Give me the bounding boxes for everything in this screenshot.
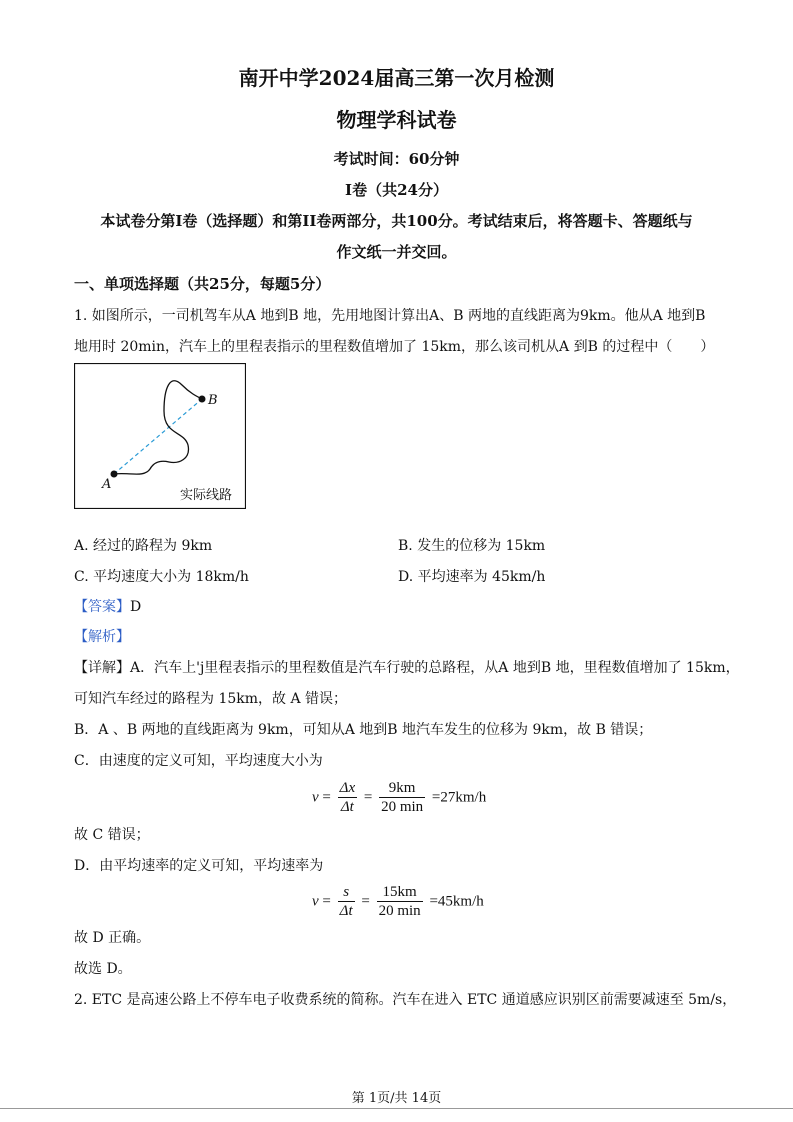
question1-line2: 地用时 20min，汽车上的里程表指示的里程数值增加了 15km，那么该司机从A 到B 的过程中（ ） — [74, 339, 715, 355]
option-a: A. 经过的路程为 9km — [74, 538, 213, 554]
answer-value: D — [130, 599, 142, 615]
formula1-frac1-den: Δt — [340, 799, 354, 815]
formula2-frac2-num: 15km — [377, 884, 423, 902]
formula2-frac1-num: s — [338, 884, 355, 902]
point-b — [199, 396, 206, 403]
question1-line1: 1. 如图所示，一司机驾车从A 地到B 地，先用地图计算出A、B 两地的直线距离为9km。他从A 地到B — [74, 308, 706, 324]
exam-time: 考试时间：60分钟 — [333, 150, 460, 168]
option-b: B. 发生的位移为 15km — [398, 538, 546, 554]
answer-tag: 【答案】 — [74, 599, 130, 615]
formula1-frac2-den: 20 min — [381, 799, 424, 815]
formula1-frac1-num: Δx — [339, 780, 356, 796]
detail-b: B．A 、B 两地的直线距离为 9km，可知从A 地到B 地汽车发生的位移为 9km，故 B 错误； — [74, 722, 653, 738]
instructions-line1: 本试卷分第I卷（选择题）和第II卷两部分，共100分。考试结束后，将答题卡、答题纸与 — [100, 212, 693, 230]
formula2-frac1 — [338, 884, 355, 920]
c-conclusion: 故 C 错误； — [74, 827, 150, 843]
option-c: C. 平均速度大小为 18km/h — [74, 569, 249, 585]
analysis-tag: 【解析】 — [74, 629, 130, 645]
detail-d: D．由平均速率的定义可知，平均速率为 — [74, 858, 324, 874]
question2-line1: 2. ETC 是高速公路上不停车电子收费系统的简称。汽车在进入 ETC 通道感应识别区前需要减速至 5m/s， — [74, 992, 737, 1008]
answer-row — [74, 598, 141, 616]
exam-subtitle: 物理学科试卷 — [336, 108, 457, 132]
exam-title: 南开中学2024届高三第一次月检测 — [238, 66, 555, 90]
formula2-eq2: = — [361, 893, 370, 910]
formula2-lhs: v — [312, 893, 319, 910]
formula2-frac2-den: 20 min — [378, 903, 421, 919]
formula-velocity — [312, 780, 486, 816]
detail-tag: 【详解】 — [74, 660, 130, 676]
formula1-frac1 — [338, 780, 357, 816]
point-a — [111, 471, 118, 478]
formula1-frac2-num: 9km — [379, 780, 425, 798]
route-figure — [74, 363, 246, 509]
volume-label: I卷（共24分） — [345, 181, 448, 199]
final-choice: 故选 D。 — [74, 961, 132, 977]
formula-speed — [312, 884, 484, 920]
formula1-frac2 — [379, 780, 425, 816]
formula2-frac1-den: Δt — [339, 903, 353, 919]
formula1-result: =27km/h — [431, 789, 487, 806]
formula2-result: =45km/h — [429, 893, 484, 910]
detail-a-line1 — [74, 659, 740, 677]
figure-caption: 实际线路 — [180, 488, 233, 503]
formula2-eq1: = — [322, 893, 331, 910]
detail-a-line2: 可知汽车经过的路程为 15km，故 A 错误； — [74, 691, 348, 707]
section-heading: 一、单项选择题（共25分，每题5分） — [74, 275, 331, 293]
instructions-line2: 作文纸一并交回。 — [336, 243, 457, 261]
formula1-eq1: = — [322, 789, 331, 806]
option-d: D. 平均速率为 45km/h — [398, 569, 546, 585]
footer-divider — [0, 1108, 793, 1109]
page-number: 第 1页/共 14页 — [351, 1091, 442, 1106]
formula1-lhs: v — [312, 789, 319, 806]
d-conclusion: 故 D 正确。 — [74, 930, 151, 946]
figure-label-b: B — [208, 393, 218, 408]
formula2-frac2 — [377, 884, 423, 920]
detail-a-text: A．汽车上'j里程表指示的里程数值是汽车行驶的总路程，从A 地到B 地，里程数值增加了 15km， — [130, 660, 740, 676]
figure-label-a: A — [102, 477, 112, 492]
detail-c: C．由速度的定义可知，平均速度大小为 — [74, 753, 323, 769]
formula1-eq2: = — [363, 789, 373, 806]
